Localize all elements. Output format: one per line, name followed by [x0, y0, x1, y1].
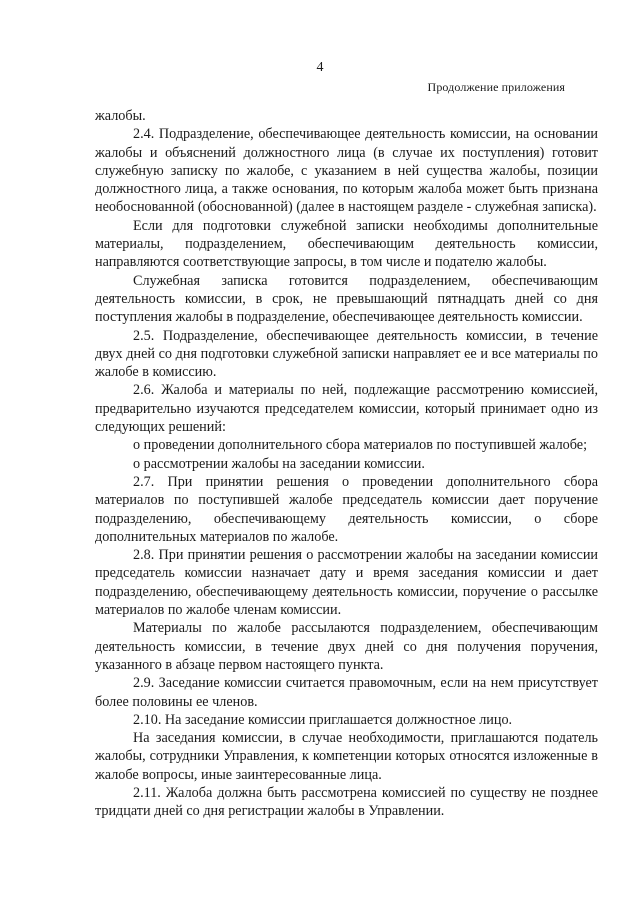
paragraph-materials-distribution: Материалы по жалобе рассылаются подразделением, обеспечивающим деятельность комиссии, в течение двух дней со дня получения поручения, указанного в абзаце первом настоящего пункта.	[95, 620, 598, 673]
paragraph-2-5: 2.5. Подразделение, обеспечивающее деятельность комиссии, в течение двух дней со дня подготовки служебной записки направляет ее и все материалы по жалобе в комиссию.	[95, 327, 598, 381]
paragraph-2-10: 2.10. На заседание комиссии приглашается должностное лицо.	[133, 711, 513, 728]
paragraph-2-4: 2.4. Подразделение, обеспечивающее деятельность комиссии, на основании жалобы и объяснений должностного лица (в случае их поступления) готовит служебную записку по жалобе, с указанием в ней существа жалобы, позиции должностного лица, а также основания, по которым жалоба может быть признана необоснованной (обоснованной) (далее в настоящем разделе - служебная записка).	[95, 126, 598, 216]
running-head: Продолжение приложения	[427, 80, 565, 94]
paragraph-2-6: 2.6. Жалоба и материалы по ней, подлежащие рассмотрению комиссией, предварительно изучаются председателем комиссии, который принимает одно из следующих решений:	[95, 382, 598, 436]
paragraph-decision-option-2: о рассмотрении жалобы на заседании комиссии.	[133, 455, 425, 472]
paragraph-invited-persons: На заседания комиссии, в случае необходимости, приглашаются податель жалобы, сотрудники Управления, к компетенции которых относятся изложенные в жалобе вопросы, иные заинтересованные лица.	[95, 730, 598, 783]
document-body	[95, 107, 598, 821]
paragraph-2-11: 2.11. Жалоба должна быть рассмотрена комиссией по существу не позднее тридцати дней со дня регистрации жалобы в Управлении.	[95, 784, 598, 820]
paragraph-memo-deadline: Служебная записка готовится подразделением, обеспечивающим деятельность комиссии, в срок, не превышающий пятнадцать дней со дня поступления жалобы в подразделение, обеспечивающее деятельность комиссии.	[95, 272, 598, 326]
paragraph-continuation: жалобы.	[95, 108, 146, 124]
paragraph-2-9: 2.9. Заседание комиссии считается правомочным, если на нем присутствует более половины ее членов.	[95, 675, 598, 710]
paragraph-decision-option-1: о проведении дополнительного сбора материалов по поступившей жалобе;	[133, 437, 588, 454]
paragraph-2-8: 2.8. При принятии решения о рассмотрении жалобы на заседании комиссии председатель комиссии назначает дату и время заседания комиссии и дает подразделению, обеспечивающему деятельность комиссии, поручение о рассылке материалов по жалобе членам комиссии.	[95, 547, 598, 619]
paragraph-2-7: 2.7. При принятии решения о проведении дополнительного сбора материалов по поступившей жалобе председатель комиссии дает поручение подразделению, обеспечивающему деятельность комиссии, о сборе дополнительных материалов по жалобе.	[95, 473, 598, 545]
page-number: 4	[316, 60, 324, 75]
paragraph-additional-materials: Если для подготовки служебной записки необходимы дополнительные материалы, подразделением, обеспечивающим деятельность комиссии, направляются соответствующие запросы, в том числе и подателю жалобы.	[95, 217, 598, 271]
